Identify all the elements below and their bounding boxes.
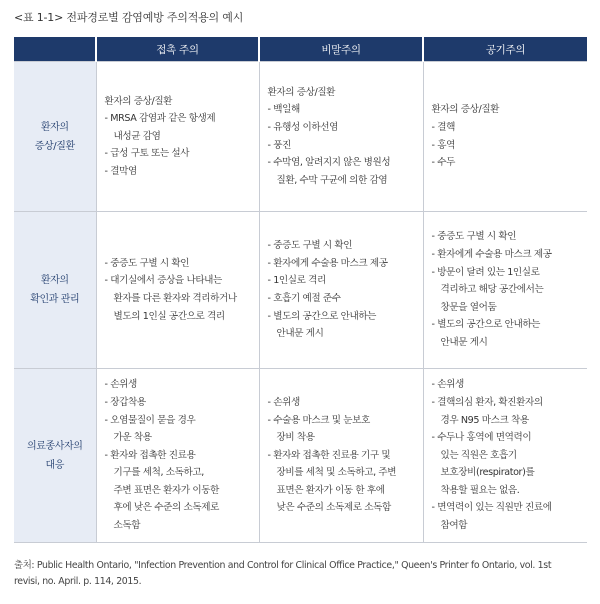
cell-line: 환자의 증상/질환 [104, 95, 173, 107]
cell-line: 안내문 게시 [440, 336, 488, 348]
cell-line: 착용할 필요는 없음. [440, 484, 520, 496]
column-header-droplet: 비말주의 [259, 37, 423, 62]
column-header-empty [14, 37, 96, 62]
cell-line: - 수술용 마스크 및 눈보호 [267, 414, 370, 426]
cell-line: - 호흡기 예절 준수 [267, 293, 341, 304]
cell-line: 환자를 다른 환자와 격리하거나 [113, 293, 237, 304]
cell-line: - 환자와 접촉한 진료용 [104, 449, 196, 461]
cell-line: 환자의 증상/질환 [267, 86, 336, 98]
cell-line: 낮은 수준의 소독제로 소독함 [276, 502, 391, 514]
table-row [14, 62, 587, 212]
cell-line: 창문을 열어둠 [440, 301, 497, 313]
cell-line: - 홍역 [431, 139, 455, 151]
cell-line: - 별도의 공간으로 안내하는 [267, 310, 377, 322]
cell-line: - 유행성 이하선염 [267, 121, 338, 133]
row-header [14, 212, 96, 369]
cell-line: - 면역력이 있는 직원만 진료에 [431, 502, 552, 514]
row-header-line: 대응 [45, 459, 65, 471]
table-cell [96, 369, 259, 543]
source-note [14, 558, 589, 590]
cell-line: 격리하고 해당 공간에서는 [440, 284, 544, 296]
cell-line: 소독함 [113, 520, 141, 532]
table-row [14, 212, 587, 369]
cell-line: 내성균 감염 [113, 130, 161, 142]
cell-line: - 손위생 [267, 396, 300, 408]
infection-precaution-table [14, 37, 587, 543]
table-cell [96, 212, 259, 369]
cell-line: 안내문 게시 [276, 328, 324, 340]
table-cell [259, 62, 423, 212]
row-header-line: 환자의 [40, 121, 69, 133]
cell-line: 후에 낮은 수준의 소독제로 [113, 502, 219, 514]
table-cell [259, 212, 423, 369]
cell-line: - 중증도 구별 시 확인 [431, 231, 517, 243]
table-cell [96, 62, 259, 212]
cell-line: - 별도의 공간으로 안내하는 [431, 319, 541, 331]
cell-line: - 장갑착용 [104, 396, 146, 408]
cell-line: - 손위생 [104, 379, 137, 391]
source-line: 출처: Public Health Ontario, "Infection Prevention and Control for Clinical Office Practice," Queen's Printer fo Ontario, vol. 1st [14, 560, 552, 571]
cell-line: 장비를 세척 및 소독하고, 주변 [276, 467, 397, 479]
table-cell [423, 62, 587, 212]
cell-line: - 급성 구토 또는 설사 [104, 148, 190, 160]
row-header-line: 증상/질환 [34, 140, 75, 152]
cell-line: 장비 착용 [276, 432, 315, 444]
cell-line: - 결핵의심 환자, 확진환자의 [431, 396, 543, 408]
cell-line: - 환자에게 수술용 마스크 제공 [431, 249, 552, 261]
cell-line: - 방문이 달려 있는 1인실로 [431, 266, 540, 278]
cell-line: 표면은 환자가 이동 한 후에 [276, 484, 385, 496]
cell-line: - 중증도 구별 시 확인 [104, 257, 190, 269]
cell-line: 경우 N95 마스크 착용 [440, 414, 529, 426]
table-cell [423, 369, 587, 543]
cell-line: - 결핵 [431, 121, 455, 133]
row-header-line: 환자의 [40, 275, 69, 286]
table-cell [259, 369, 423, 543]
row-header [14, 62, 96, 212]
source-line: revisi, no. April. p. 114, 2015. [14, 576, 142, 587]
cell-line: - 1인실로 격리 [267, 275, 326, 287]
table-cell [423, 212, 587, 369]
cell-line: 주변 표면은 환자가 이동한 [113, 484, 219, 496]
cell-line: 있는 직원은 호흡기 [440, 449, 517, 461]
cell-line: 보호장비(respirator)를 [440, 467, 535, 479]
cell-line: - 결막염 [104, 165, 137, 177]
cell-line: - 오염물질이 묻을 경우 [104, 414, 196, 426]
cell-line: - 수두 [431, 157, 455, 169]
row-header-line: 확인과 관리 [30, 294, 80, 305]
row-header [14, 369, 96, 543]
table-header-row [14, 37, 587, 62]
cell-line: 별도의 1인실 공간으로 격리 [113, 310, 225, 322]
cell-line: - 대기실에서 증상을 나타내는 [104, 275, 222, 287]
cell-line: 가운 착용 [113, 432, 152, 444]
column-header-airborne: 공기주의 [423, 37, 587, 62]
cell-line: 기구를 세척, 소독하고, [113, 467, 204, 479]
cell-line: - 백일해 [267, 104, 300, 116]
cell-line: - 수두나 홍역에 면역력이 [431, 432, 532, 444]
cell-line: - 환자와 접촉한 진료용 기구 및 [267, 449, 391, 461]
cell-line: - 환자에게 수술용 마스크 제공 [267, 257, 388, 269]
cell-line: - MRSA 감염과 같은 항생제 [104, 113, 216, 125]
cell-line: 질환, 수막 구균에 의한 감염 [276, 174, 388, 186]
row-header-line: 의료종사자의 [26, 440, 83, 452]
column-header-contact: 접촉 주의 [96, 37, 259, 62]
cell-line: 환자의 증상/질환 [431, 104, 500, 116]
cell-line: - 중증도 구별 시 확인 [267, 240, 353, 252]
cell-line: - 수막염, 알려지지 않은 병원성 [267, 157, 391, 169]
table-row [14, 369, 587, 543]
table-caption: <표 1-1> 전파경로별 감염예방 주의적용의 예시 [14, 11, 244, 24]
cell-line: 참여함 [440, 520, 468, 532]
cell-line: - 손위생 [431, 379, 464, 391]
cell-line: - 풍진 [267, 139, 291, 151]
